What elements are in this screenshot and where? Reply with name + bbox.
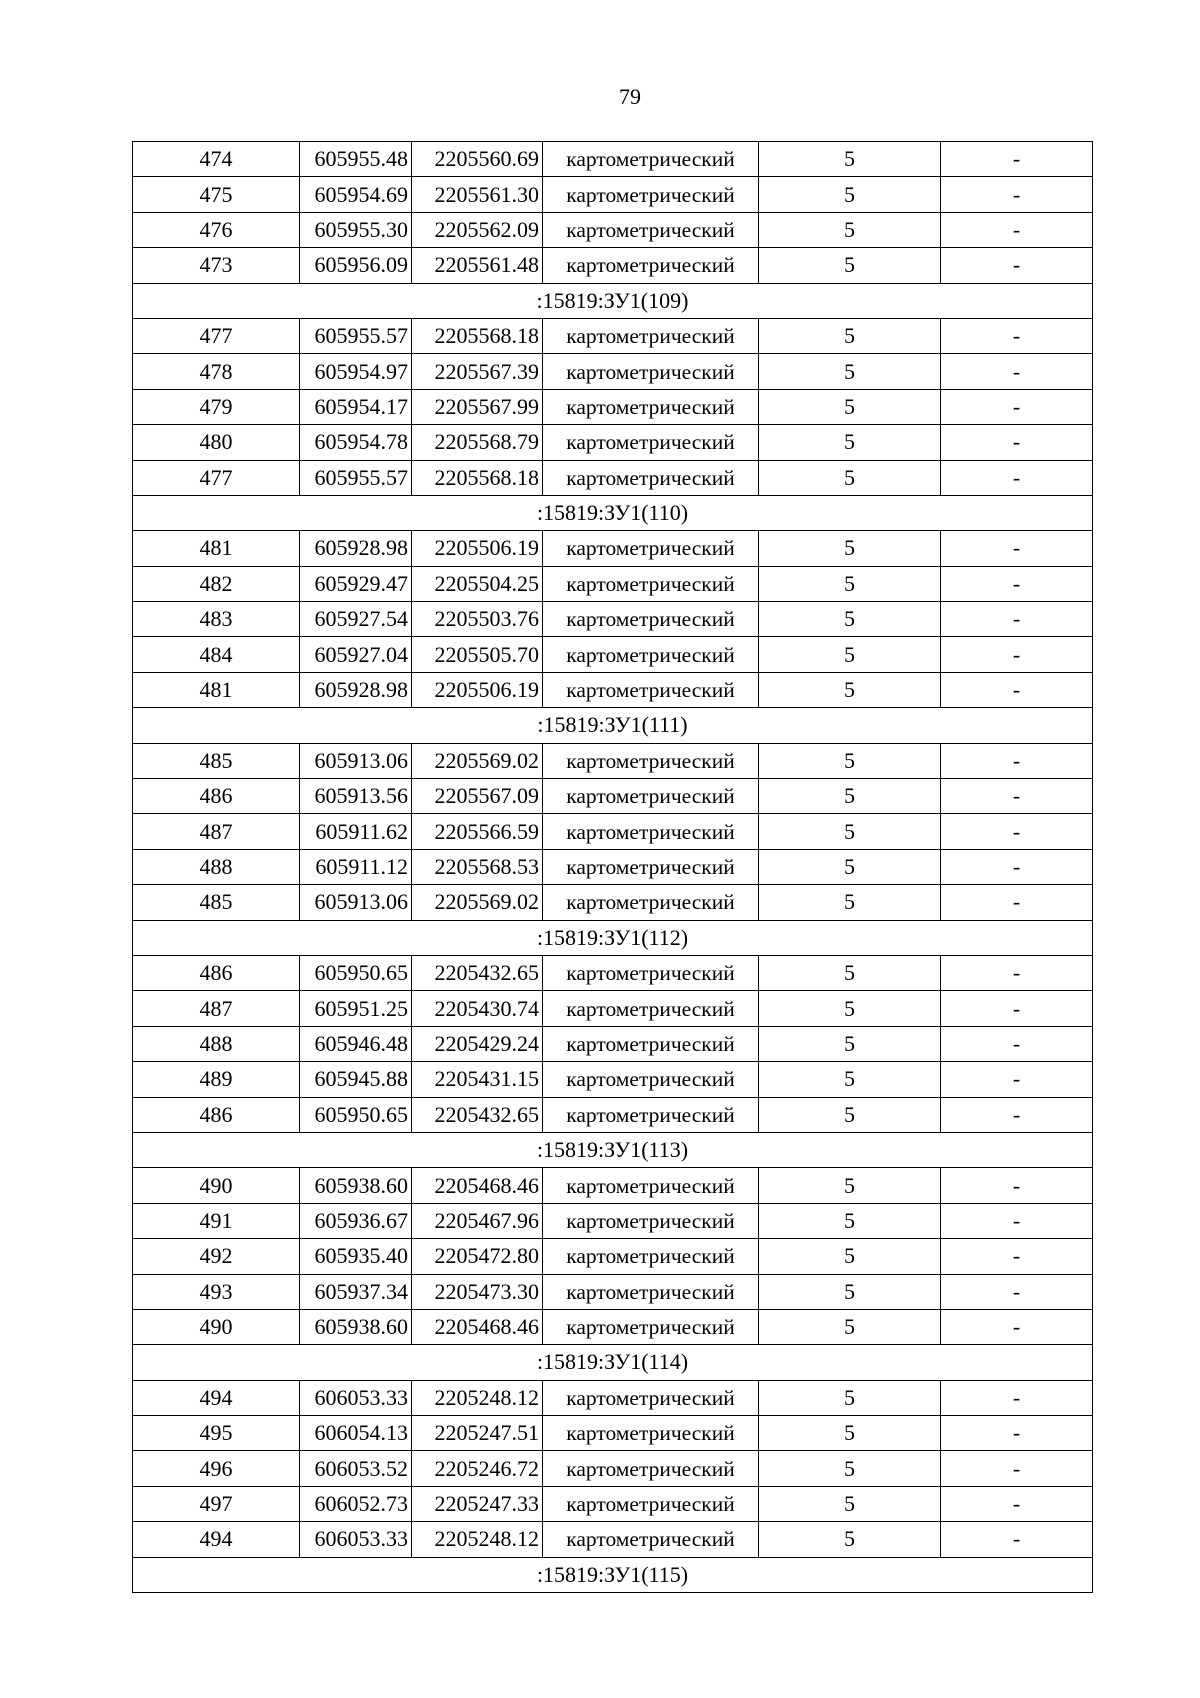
method-cell: картометрический <box>543 849 759 884</box>
point-number-cell: 491 <box>133 1203 300 1238</box>
method-cell: картометрический <box>543 1062 759 1097</box>
accuracy-cell: 5 <box>759 425 941 460</box>
description-cell: - <box>941 1062 1093 1097</box>
method-cell: картометрический <box>543 1309 759 1344</box>
description-cell: - <box>941 425 1093 460</box>
table-row <box>133 389 1093 424</box>
accuracy-cell: 5 <box>759 248 941 283</box>
y-coordinate-cell: 2205431.15 <box>412 1062 543 1097</box>
y-coordinate-cell: 2205472.80 <box>412 1239 543 1274</box>
x-coordinate-cell: 605954.69 <box>300 177 412 212</box>
method-cell: картометрический <box>543 1026 759 1061</box>
description-cell: - <box>941 602 1093 637</box>
x-coordinate-cell: 605936.67 <box>300 1203 412 1238</box>
description-cell: - <box>941 814 1093 849</box>
y-coordinate-cell: 2205566.59 <box>412 814 543 849</box>
x-coordinate-cell: 605956.09 <box>300 248 412 283</box>
method-cell: картометрический <box>543 142 759 177</box>
description-cell: - <box>941 1274 1093 1309</box>
y-coordinate-cell: 2205247.51 <box>412 1416 543 1451</box>
description-cell: - <box>941 1239 1093 1274</box>
table-row <box>133 1203 1093 1238</box>
point-number-cell: 477 <box>133 460 300 495</box>
point-number-cell: 476 <box>133 212 300 247</box>
x-coordinate-cell: 605955.57 <box>300 318 412 353</box>
y-coordinate-cell: 2205504.25 <box>412 566 543 601</box>
point-number-cell: 490 <box>133 1309 300 1344</box>
table-row <box>133 602 1093 637</box>
y-coordinate-cell: 2205430.74 <box>412 991 543 1026</box>
method-cell: картометрический <box>543 177 759 212</box>
x-coordinate-cell: 605950.65 <box>300 955 412 990</box>
description-cell: - <box>941 991 1093 1026</box>
description-cell: - <box>941 1486 1093 1521</box>
table-row <box>133 1309 1093 1344</box>
accuracy-cell: 5 <box>759 991 941 1026</box>
table-row <box>133 1097 1093 1132</box>
accuracy-cell: 5 <box>759 142 941 177</box>
accuracy-cell: 5 <box>759 779 941 814</box>
y-coordinate-cell: 2205248.12 <box>412 1522 543 1557</box>
description-cell: - <box>941 1309 1093 1344</box>
table-row <box>133 1274 1093 1309</box>
x-coordinate-cell: 605946.48 <box>300 1026 412 1061</box>
point-number-cell: 492 <box>133 1239 300 1274</box>
accuracy-cell: 5 <box>759 602 941 637</box>
section-title-cell: :15819:ЗУ1(115) <box>133 1557 1093 1592</box>
x-coordinate-cell: 605935.40 <box>300 1239 412 1274</box>
method-cell: картометрический <box>543 602 759 637</box>
method-cell: картометрический <box>543 425 759 460</box>
point-number-cell: 475 <box>133 177 300 212</box>
accuracy-cell: 5 <box>759 1062 941 1097</box>
x-coordinate-cell: 606053.52 <box>300 1451 412 1486</box>
point-number-cell: 493 <box>133 1274 300 1309</box>
accuracy-cell: 5 <box>759 672 941 707</box>
table-row <box>133 248 1093 283</box>
x-coordinate-cell: 606052.73 <box>300 1486 412 1521</box>
section-title-cell: :15819:ЗУ1(111) <box>133 708 1093 743</box>
description-cell: - <box>941 318 1093 353</box>
point-number-cell: 487 <box>133 991 300 1026</box>
accuracy-cell: 5 <box>759 177 941 212</box>
y-coordinate-cell: 2205568.18 <box>412 460 543 495</box>
accuracy-cell: 5 <box>759 1274 941 1309</box>
table-row <box>133 743 1093 778</box>
y-coordinate-cell: 2205567.39 <box>412 354 543 389</box>
method-cell: картометрический <box>543 955 759 990</box>
x-coordinate-cell: 605954.17 <box>300 389 412 424</box>
accuracy-cell: 5 <box>759 955 941 990</box>
table-row <box>133 1451 1093 1486</box>
description-cell: - <box>941 531 1093 566</box>
y-coordinate-cell: 2205561.30 <box>412 177 543 212</box>
x-coordinate-cell: 605937.34 <box>300 1274 412 1309</box>
x-coordinate-cell: 606053.33 <box>300 1522 412 1557</box>
method-cell: картометрический <box>543 212 759 247</box>
point-number-cell: 486 <box>133 955 300 990</box>
description-cell: - <box>941 1451 1093 1486</box>
section-title-cell: :15819:ЗУ1(114) <box>133 1345 1093 1380</box>
x-coordinate-cell: 605928.98 <box>300 672 412 707</box>
method-cell: картометрический <box>543 1416 759 1451</box>
description-cell: - <box>941 1168 1093 1203</box>
point-number-cell: 486 <box>133 1097 300 1132</box>
description-cell: - <box>941 354 1093 389</box>
x-coordinate-cell: 605927.54 <box>300 602 412 637</box>
table-row <box>133 425 1093 460</box>
method-cell: картометрический <box>543 779 759 814</box>
y-coordinate-cell: 2205561.48 <box>412 248 543 283</box>
section-row <box>133 1132 1093 1167</box>
description-cell: - <box>941 212 1093 247</box>
accuracy-cell: 5 <box>759 566 941 601</box>
table-row <box>133 177 1093 212</box>
x-coordinate-cell: 605913.06 <box>300 885 412 920</box>
point-number-cell: 485 <box>133 743 300 778</box>
x-coordinate-cell: 605955.30 <box>300 212 412 247</box>
x-coordinate-cell: 605913.56 <box>300 779 412 814</box>
table-row <box>133 637 1093 672</box>
description-cell: - <box>941 460 1093 495</box>
description-cell: - <box>941 955 1093 990</box>
y-coordinate-cell: 2205468.46 <box>412 1168 543 1203</box>
accuracy-cell: 5 <box>759 1097 941 1132</box>
description-cell: - <box>941 248 1093 283</box>
x-coordinate-cell: 605954.78 <box>300 425 412 460</box>
method-cell: картометрический <box>543 991 759 1026</box>
accuracy-cell: 5 <box>759 637 941 672</box>
point-number-cell: 478 <box>133 354 300 389</box>
y-coordinate-cell: 2205503.76 <box>412 602 543 637</box>
section-row <box>133 283 1093 318</box>
y-coordinate-cell: 2205560.69 <box>412 142 543 177</box>
point-number-cell: 490 <box>133 1168 300 1203</box>
table-row <box>133 531 1093 566</box>
accuracy-cell: 5 <box>759 1522 941 1557</box>
point-number-cell: 489 <box>133 1062 300 1097</box>
x-coordinate-cell: 605938.60 <box>300 1168 412 1203</box>
point-number-cell: 488 <box>133 849 300 884</box>
section-title-cell: :15819:ЗУ1(109) <box>133 283 1093 318</box>
description-cell: - <box>941 389 1093 424</box>
accuracy-cell: 5 <box>759 885 941 920</box>
accuracy-cell: 5 <box>759 743 941 778</box>
y-coordinate-cell: 2205473.30 <box>412 1274 543 1309</box>
coordinates-table <box>132 141 1093 1593</box>
method-cell: картометрический <box>543 354 759 389</box>
table-row <box>133 1522 1093 1557</box>
x-coordinate-cell: 605945.88 <box>300 1062 412 1097</box>
y-coordinate-cell: 2205432.65 <box>412 1097 543 1132</box>
y-coordinate-cell: 2205506.19 <box>412 672 543 707</box>
point-number-cell: 483 <box>133 602 300 637</box>
section-row <box>133 495 1093 530</box>
x-coordinate-cell: 605954.97 <box>300 354 412 389</box>
point-number-cell: 477 <box>133 318 300 353</box>
x-coordinate-cell: 605950.65 <box>300 1097 412 1132</box>
point-number-cell: 494 <box>133 1380 300 1415</box>
x-coordinate-cell: 605928.98 <box>300 531 412 566</box>
accuracy-cell: 5 <box>759 531 941 566</box>
point-number-cell: 474 <box>133 142 300 177</box>
table-row <box>133 991 1093 1026</box>
method-cell: картометрический <box>543 1274 759 1309</box>
description-cell: - <box>941 849 1093 884</box>
x-coordinate-cell: 605927.04 <box>300 637 412 672</box>
description-cell: - <box>941 566 1093 601</box>
y-coordinate-cell: 2205429.24 <box>412 1026 543 1061</box>
point-number-cell: 494 <box>133 1522 300 1557</box>
y-coordinate-cell: 2205248.12 <box>412 1380 543 1415</box>
table-row <box>133 885 1093 920</box>
description-cell: - <box>941 1203 1093 1238</box>
point-number-cell: 485 <box>133 885 300 920</box>
description-cell: - <box>941 743 1093 778</box>
y-coordinate-cell: 2205246.72 <box>412 1451 543 1486</box>
description-cell: - <box>941 672 1093 707</box>
accuracy-cell: 5 <box>759 1203 941 1238</box>
x-coordinate-cell: 605955.48 <box>300 142 412 177</box>
section-row <box>133 920 1093 955</box>
accuracy-cell: 5 <box>759 1451 941 1486</box>
description-cell: - <box>941 1026 1093 1061</box>
y-coordinate-cell: 2205568.79 <box>412 425 543 460</box>
x-coordinate-cell: 605929.47 <box>300 566 412 601</box>
section-title-cell: :15819:ЗУ1(112) <box>133 920 1093 955</box>
x-coordinate-cell: 605911.12 <box>300 849 412 884</box>
description-cell: - <box>941 637 1093 672</box>
table-row <box>133 1416 1093 1451</box>
point-number-cell: 497 <box>133 1486 300 1521</box>
accuracy-cell: 5 <box>759 814 941 849</box>
accuracy-cell: 5 <box>759 849 941 884</box>
accuracy-cell: 5 <box>759 318 941 353</box>
y-coordinate-cell: 2205468.46 <box>412 1309 543 1344</box>
y-coordinate-cell: 2205569.02 <box>412 885 543 920</box>
point-number-cell: 479 <box>133 389 300 424</box>
method-cell: картометрический <box>543 1168 759 1203</box>
x-coordinate-cell: 606054.13 <box>300 1416 412 1451</box>
point-number-cell: 473 <box>133 248 300 283</box>
y-coordinate-cell: 2205247.33 <box>412 1486 543 1521</box>
section-row <box>133 1557 1093 1592</box>
y-coordinate-cell: 2205568.53 <box>412 849 543 884</box>
method-cell: картометрический <box>543 531 759 566</box>
accuracy-cell: 5 <box>759 389 941 424</box>
x-coordinate-cell: 605913.06 <box>300 743 412 778</box>
method-cell: картометрический <box>543 885 759 920</box>
accuracy-cell: 5 <box>759 354 941 389</box>
table-row <box>133 566 1093 601</box>
table-row <box>133 779 1093 814</box>
method-cell: картометрический <box>543 743 759 778</box>
method-cell: картометрический <box>543 248 759 283</box>
table-row <box>133 1486 1093 1521</box>
point-number-cell: 495 <box>133 1416 300 1451</box>
point-number-cell: 488 <box>133 1026 300 1061</box>
table-row <box>133 460 1093 495</box>
method-cell: картометрический <box>543 637 759 672</box>
section-row <box>133 1345 1093 1380</box>
description-cell: - <box>941 1416 1093 1451</box>
table-row <box>133 1062 1093 1097</box>
accuracy-cell: 5 <box>759 212 941 247</box>
description-cell: - <box>941 142 1093 177</box>
description-cell: - <box>941 885 1093 920</box>
table-row <box>133 1026 1093 1061</box>
page-number: 79 <box>619 84 641 109</box>
method-cell: картометрический <box>543 389 759 424</box>
x-coordinate-cell: 605938.60 <box>300 1309 412 1344</box>
y-coordinate-cell: 2205567.99 <box>412 389 543 424</box>
description-cell: - <box>941 1380 1093 1415</box>
accuracy-cell: 5 <box>759 460 941 495</box>
point-number-cell: 481 <box>133 531 300 566</box>
y-coordinate-cell: 2205432.65 <box>412 955 543 990</box>
table-row <box>133 212 1093 247</box>
accuracy-cell: 5 <box>759 1239 941 1274</box>
x-coordinate-cell: 606053.33 <box>300 1380 412 1415</box>
method-cell: картометрический <box>543 1522 759 1557</box>
point-number-cell: 481 <box>133 672 300 707</box>
method-cell: картометрический <box>543 1097 759 1132</box>
point-number-cell: 496 <box>133 1451 300 1486</box>
section-title-cell: :15819:ЗУ1(113) <box>133 1132 1093 1167</box>
accuracy-cell: 5 <box>759 1416 941 1451</box>
point-number-cell: 487 <box>133 814 300 849</box>
method-cell: картометрический <box>543 1380 759 1415</box>
description-cell: - <box>941 1097 1093 1132</box>
table-row <box>133 672 1093 707</box>
section-row <box>133 708 1093 743</box>
section-title-cell: :15819:ЗУ1(110) <box>133 495 1093 530</box>
description-cell: - <box>941 1522 1093 1557</box>
table-row <box>133 814 1093 849</box>
point-number-cell: 480 <box>133 425 300 460</box>
y-coordinate-cell: 2205568.18 <box>412 318 543 353</box>
point-number-cell: 482 <box>133 566 300 601</box>
y-coordinate-cell: 2205569.02 <box>412 743 543 778</box>
method-cell: картометрический <box>543 460 759 495</box>
table-row <box>133 1380 1093 1415</box>
method-cell: картометрический <box>543 1451 759 1486</box>
x-coordinate-cell: 605955.57 <box>300 460 412 495</box>
description-cell: - <box>941 177 1093 212</box>
method-cell: картометрический <box>543 318 759 353</box>
y-coordinate-cell: 2205567.09 <box>412 779 543 814</box>
point-number-cell: 486 <box>133 779 300 814</box>
table-row <box>133 318 1093 353</box>
coordinates-table-body <box>133 142 1093 1593</box>
point-number-cell: 484 <box>133 637 300 672</box>
accuracy-cell: 5 <box>759 1168 941 1203</box>
accuracy-cell: 5 <box>759 1026 941 1061</box>
accuracy-cell: 5 <box>759 1486 941 1521</box>
x-coordinate-cell: 605951.25 <box>300 991 412 1026</box>
table-row <box>133 1168 1093 1203</box>
table-row <box>133 849 1093 884</box>
method-cell: картометрический <box>543 1486 759 1521</box>
y-coordinate-cell: 2205506.19 <box>412 531 543 566</box>
x-coordinate-cell: 605911.62 <box>300 814 412 849</box>
method-cell: картометрический <box>543 672 759 707</box>
y-coordinate-cell: 2205467.96 <box>412 1203 543 1238</box>
y-coordinate-cell: 2205562.09 <box>412 212 543 247</box>
accuracy-cell: 5 <box>759 1380 941 1415</box>
table-row <box>133 354 1093 389</box>
y-coordinate-cell: 2205505.70 <box>412 637 543 672</box>
method-cell: картометрический <box>543 1203 759 1238</box>
table-row <box>133 142 1093 177</box>
method-cell: картометрический <box>543 1239 759 1274</box>
table-row <box>133 955 1093 990</box>
method-cell: картометрический <box>543 566 759 601</box>
table-row <box>133 1239 1093 1274</box>
accuracy-cell: 5 <box>759 1309 941 1344</box>
method-cell: картометрический <box>543 814 759 849</box>
description-cell: - <box>941 779 1093 814</box>
